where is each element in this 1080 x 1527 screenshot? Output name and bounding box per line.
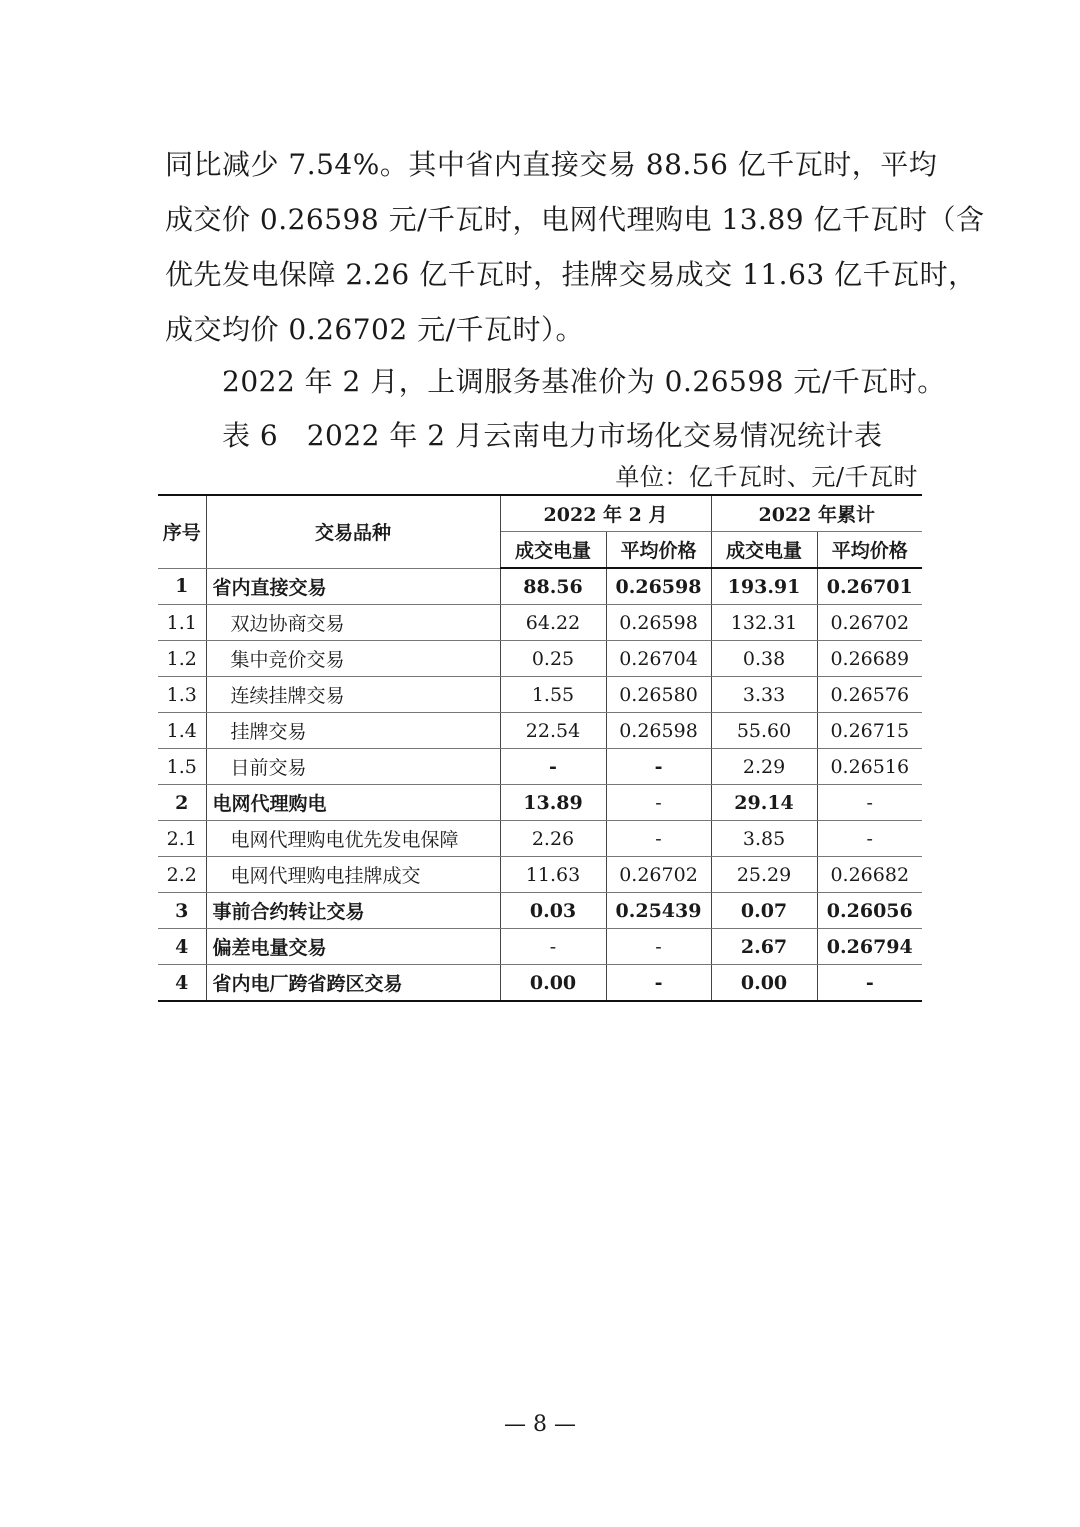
paragraph-line: 成交均价 0.26702 元/千瓦时）。 <box>165 313 585 346</box>
row-month-volume: - <box>500 929 606 965</box>
row-ytd-volume: 2.67 <box>711 929 817 965</box>
row-name: 省内电厂跨省跨区交易 <box>206 965 500 1002</box>
table-unit: 单位：亿千瓦时、元/千瓦时 <box>615 463 918 491</box>
row-name: 电网代理购电挂牌成交 <box>206 857 500 893</box>
row-month-price: 0.26598 <box>606 605 711 641</box>
row-ytd-price: 0.26715 <box>817 713 922 749</box>
table-row <box>158 641 922 677</box>
row-month-volume: 22.54 <box>500 713 606 749</box>
row-ytd-price: 0.26689 <box>817 641 922 677</box>
row-month-volume: 13.89 <box>500 785 606 821</box>
row-ytd-price: 0.26701 <box>817 568 922 605</box>
header-group-ytd: 2022 年累计 <box>711 495 922 532</box>
row-month-volume: 64.22 <box>500 605 606 641</box>
row-ytd-volume: 3.33 <box>711 677 817 713</box>
row-ytd-volume: 29.14 <box>711 785 817 821</box>
row-name: 偏差电量交易 <box>206 929 500 965</box>
page-number: — 8 — <box>504 1412 576 1437</box>
row-seq: 1.2 <box>158 641 206 677</box>
row-month-volume: 0.25 <box>500 641 606 677</box>
row-ytd-volume: 193.91 <box>711 568 817 605</box>
row-ytd-volume: 2.29 <box>711 749 817 785</box>
header-name: 交易品种 <box>206 495 500 568</box>
row-ytd-price: - <box>817 785 922 821</box>
row-month-volume: 88.56 <box>500 568 606 605</box>
row-month-volume: 11.63 <box>500 857 606 893</box>
row-ytd-volume: 0.38 <box>711 641 817 677</box>
row-ytd-price: 0.26682 <box>817 857 922 893</box>
paragraph-line: 优先发电保障 2.26 亿千瓦时，挂牌交易成交 11.63 亿千瓦时， <box>165 258 977 291</box>
row-month-price: - <box>606 821 711 857</box>
row-month-volume: 1.55 <box>500 677 606 713</box>
row-ytd-price: - <box>817 965 922 1002</box>
row-ytd-price: 0.26056 <box>817 893 922 929</box>
row-seq: 2 <box>158 785 206 821</box>
table-row <box>158 785 922 821</box>
row-month-price: - <box>606 785 711 821</box>
row-month-price: 0.26580 <box>606 677 711 713</box>
header-month-price: 平均价格 <box>606 532 711 569</box>
row-seq: 1.5 <box>158 749 206 785</box>
row-name: 事前合约转让交易 <box>206 893 500 929</box>
row-name: 电网代理购电优先发电保障 <box>206 821 500 857</box>
row-month-price: 0.26702 <box>606 857 711 893</box>
header-group-month: 2022 年 2 月 <box>500 495 711 532</box>
row-month-price: 0.26598 <box>606 713 711 749</box>
table-row <box>158 965 922 1002</box>
header-month-volume: 成交电量 <box>500 532 606 569</box>
header-seq: 序号 <box>158 495 206 568</box>
row-name: 集中竞价交易 <box>206 641 500 677</box>
row-ytd-price: 0.26576 <box>817 677 922 713</box>
row-month-volume: 0.03 <box>500 893 606 929</box>
row-ytd-price: - <box>817 821 922 857</box>
row-seq: 3 <box>158 893 206 929</box>
row-month-volume: - <box>500 749 606 785</box>
row-month-volume: 0.00 <box>500 965 606 1002</box>
row-ytd-price: 0.26794 <box>817 929 922 965</box>
table-row <box>158 857 922 893</box>
row-ytd-volume: 3.85 <box>711 821 817 857</box>
row-name: 日前交易 <box>206 749 500 785</box>
row-month-price: - <box>606 749 711 785</box>
table-row <box>158 749 922 785</box>
row-month-price: - <box>606 929 711 965</box>
row-seq: 4 <box>158 929 206 965</box>
row-seq: 1 <box>158 568 206 605</box>
paragraph-line: 同比减少 7.54%。其中省内直接交易 88.56 亿千瓦时，平均 <box>165 148 938 181</box>
row-name: 挂牌交易 <box>206 713 500 749</box>
table-title: 表 6 2022 年 2 月云南电力市场化交易情况统计表 <box>222 419 883 452</box>
price-note: 2022 年 2 月，上调服务基准价为 0.26598 元/千瓦时。 <box>222 365 946 398</box>
table-row <box>158 821 922 857</box>
table-row <box>158 893 922 929</box>
row-ytd-price: 0.26516 <box>817 749 922 785</box>
table-row <box>158 605 922 641</box>
row-name: 双边协商交易 <box>206 605 500 641</box>
row-month-price: 0.26598 <box>606 568 711 605</box>
row-ytd-volume: 25.29 <box>711 857 817 893</box>
row-ytd-volume: 55.60 <box>711 713 817 749</box>
row-seq: 1.1 <box>158 605 206 641</box>
row-seq: 1.3 <box>158 677 206 713</box>
table-row <box>158 929 922 965</box>
header-ytd-volume: 成交电量 <box>711 532 817 569</box>
row-name: 连续挂牌交易 <box>206 677 500 713</box>
row-name: 电网代理购电 <box>206 785 500 821</box>
row-seq: 4 <box>158 965 206 1002</box>
table-row <box>158 568 922 605</box>
row-seq: 2.2 <box>158 857 206 893</box>
table-row <box>158 677 922 713</box>
row-seq: 1.4 <box>158 713 206 749</box>
row-ytd-price: 0.26702 <box>817 605 922 641</box>
table-row <box>158 713 922 749</box>
header-ytd-price: 平均价格 <box>817 532 922 569</box>
paragraph-line: 成交价 0.26598 元/千瓦时，电网代理购电 13.89 亿千瓦时（含 <box>165 203 985 236</box>
row-name: 省内直接交易 <box>206 568 500 605</box>
row-month-price: - <box>606 965 711 1002</box>
row-ytd-volume: 132.31 <box>711 605 817 641</box>
row-seq: 2.1 <box>158 821 206 857</box>
row-ytd-volume: 0.07 <box>711 893 817 929</box>
row-month-price: 0.25439 <box>606 893 711 929</box>
row-month-volume: 2.26 <box>500 821 606 857</box>
trading-stats-table <box>158 494 922 1002</box>
row-ytd-volume: 0.00 <box>711 965 817 1002</box>
row-month-price: 0.26704 <box>606 641 711 677</box>
